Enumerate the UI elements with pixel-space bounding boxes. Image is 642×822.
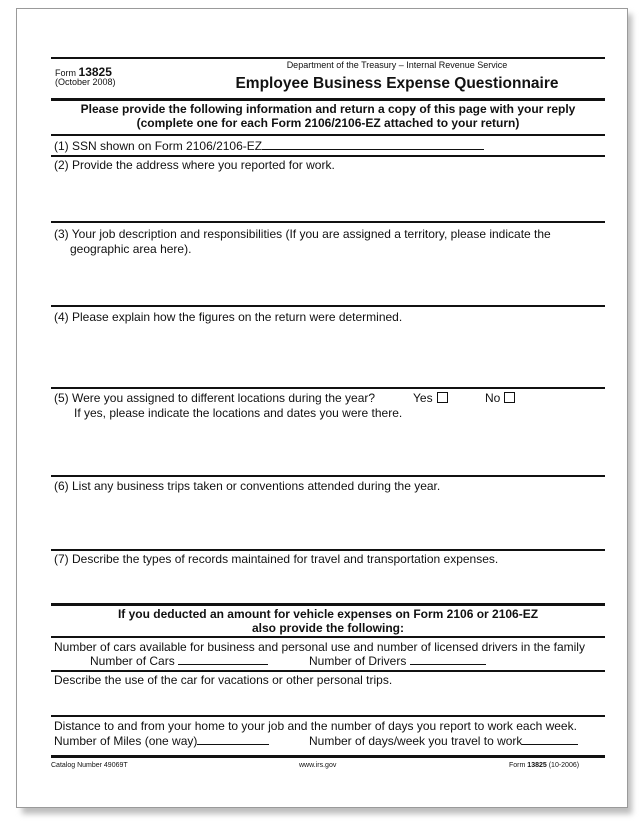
cars-rule — [51, 670, 605, 672]
q7-rule — [51, 603, 605, 606]
instructions-line2: (complete one for each Form 2106/2106-EZ attached to your return) — [136, 116, 520, 130]
q5-no-option: No — [485, 391, 515, 405]
ssn-field[interactable] — [262, 139, 484, 150]
yes-checkbox[interactable] — [437, 392, 448, 403]
footer-form-number: Form 13825 (10-2006) — [509, 762, 580, 769]
question-3-line2: geographic area here). — [70, 242, 192, 256]
form-number-label: Form 13825 — [55, 65, 112, 79]
q2-rule — [51, 221, 605, 223]
instructions-line1: Please provide the following information and return a copy of this page with your reply — [80, 102, 576, 116]
num-drivers-label: Number of Drivers — [309, 654, 486, 668]
instructions-rule — [51, 134, 605, 136]
q1-rule — [51, 155, 605, 157]
num-cars-field[interactable] — [178, 654, 268, 665]
q5-yes-option: Yes — [413, 391, 448, 405]
header-rule — [51, 98, 605, 101]
vehicle-heading-rule — [51, 636, 605, 638]
no-checkbox[interactable] — [504, 392, 515, 403]
q3-rule — [51, 305, 605, 307]
question-1: (1) SSN shown on Form 2106/2106-EZ — [54, 139, 484, 153]
question-3-line1: (3) Your job description and responsibilities (If you are assigned a territory, please indicate the — [54, 227, 551, 241]
num-miles-label: Number of Miles (one way) — [54, 734, 269, 748]
num-drivers-field[interactable] — [410, 654, 486, 665]
form-date: (October 2008) — [55, 77, 116, 87]
agency-line: Department of the Treasury – Internal Revenue Service — [286, 60, 508, 70]
top-rule — [51, 57, 605, 59]
q4-rule — [51, 387, 605, 389]
vehicle-heading2: also provide the following: — [251, 621, 404, 635]
q5-rule — [51, 475, 605, 477]
website: www.irs.gov — [299, 762, 337, 769]
form-title: Employee Business Expense Questionnaire — [235, 75, 559, 92]
question-6: (6) List any business trips taken or conventions attended during the year. — [54, 479, 441, 493]
form-page — [16, 8, 628, 808]
days-week-label: Number of days/week you travel to work — [309, 734, 578, 748]
distance-intro: Distance to and from your home to your job and the number of days you report to work each week. — [54, 719, 577, 733]
bottom-rule — [51, 755, 605, 758]
question-4: (4) Please explain how the figures on the return were determined. — [54, 310, 403, 324]
days-week-field[interactable] — [522, 734, 578, 745]
vehicle-heading1: If you deducted an amount for vehicle expenses on Form 2106 or 2106-EZ — [117, 607, 539, 621]
num-miles-field[interactable] — [197, 734, 269, 745]
question-5-line1: (5) Were you assigned to different locations during the year? — [54, 391, 376, 405]
question-2: (2) Provide the address where you reported for work. — [54, 158, 335, 172]
question-5-line2: If yes, please indicate the locations and dates you were there. — [74, 406, 403, 420]
personal-use-rule — [51, 715, 605, 717]
catalog-number: Catalog Number 49069T — [51, 762, 128, 769]
personal-use: Describe the use of the car for vacations or other personal trips. — [54, 673, 393, 687]
cars-intro: Number of cars available for business and personal use and number of licensed drivers in the family — [54, 640, 585, 654]
q6-rule — [51, 549, 605, 551]
question-7: (7) Describe the types of records maintained for travel and transportation expenses. — [54, 552, 499, 566]
num-cars-label: Number of Cars — [90, 654, 268, 668]
